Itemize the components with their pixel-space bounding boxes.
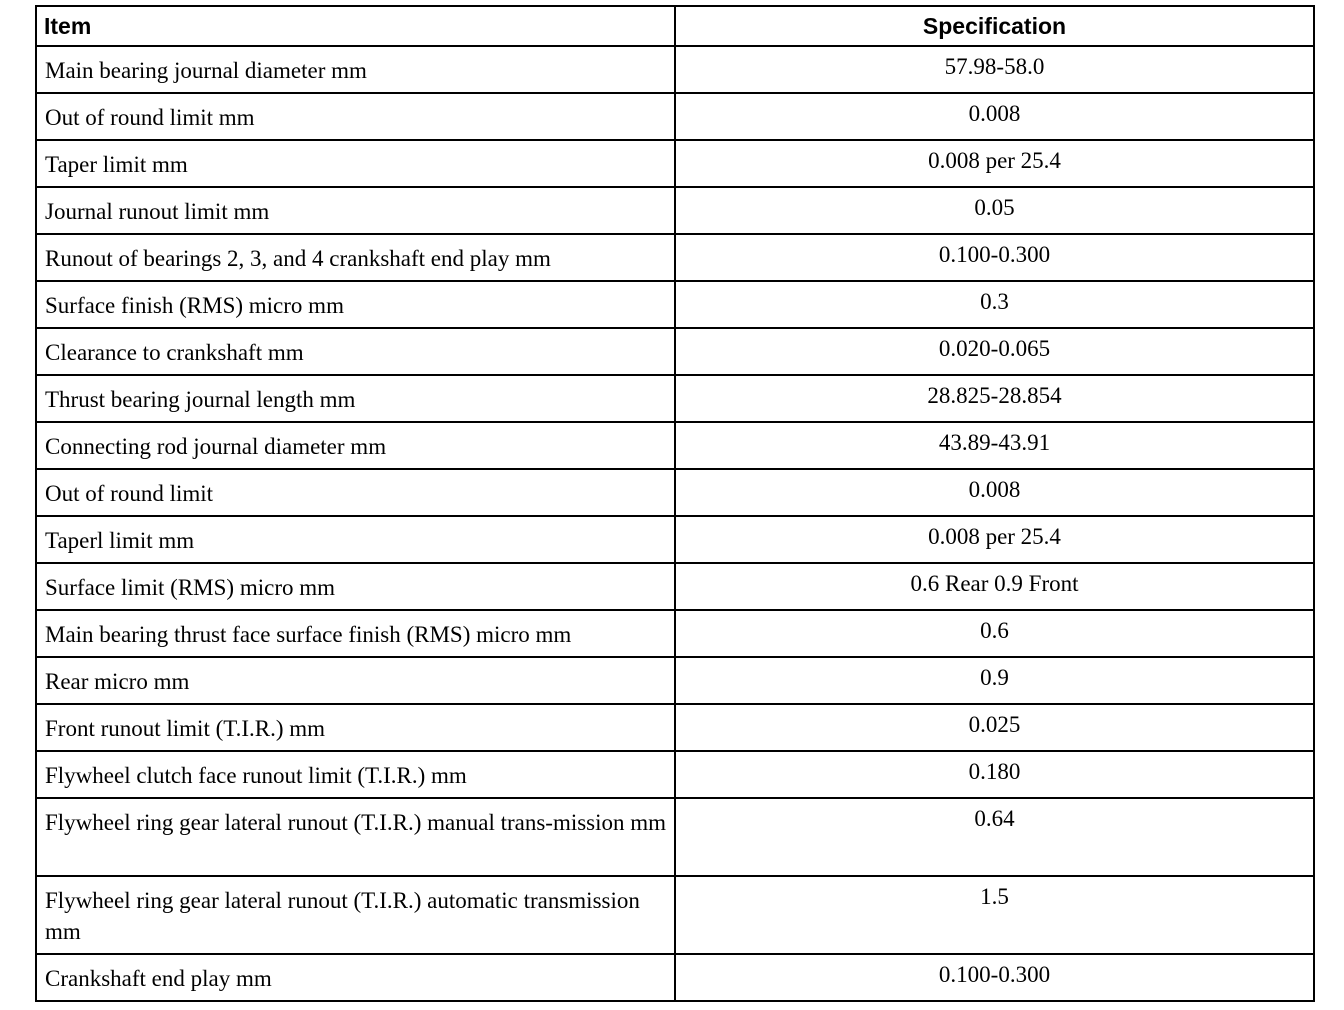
item-cell: Clearance to crankshaft mm: [36, 328, 675, 375]
spec-cell: 28.825-28.854: [675, 375, 1314, 422]
spec-cell: 0.008: [675, 93, 1314, 140]
table-row: [36, 657, 1314, 704]
spec-cell: 0.008: [675, 469, 1314, 516]
item-cell: Surface finish (RMS) micro mm: [36, 281, 675, 328]
item-cell: Crankshaft end play mm: [36, 954, 675, 1001]
item-cell: Surface limit (RMS) micro mm: [36, 563, 675, 610]
item-cell: Flywheel clutch face runout limit (T.I.R.) mm: [36, 751, 675, 798]
spec-cell: 0.008 per 25.4: [675, 516, 1314, 563]
item-cell: Journal runout limit mm: [36, 187, 675, 234]
item-cell: Out of round limit: [36, 469, 675, 516]
spec-cell: 0.100-0.300: [675, 954, 1314, 1001]
table-row: [36, 422, 1314, 469]
spec-cell: 0.05: [675, 187, 1314, 234]
item-cell: Front runout limit (T.I.R.) mm: [36, 704, 675, 751]
table-row: [36, 798, 1314, 876]
spec-cell: 0.64: [675, 798, 1314, 876]
spec-cell: 0.6 Rear 0.9 Front: [675, 563, 1314, 610]
table-row: [36, 375, 1314, 422]
item-cell: Connecting rod journal diameter mm: [36, 422, 675, 469]
table-row: [36, 281, 1314, 328]
table-row: [36, 93, 1314, 140]
specification-column-header: Specification: [675, 6, 1314, 46]
specification-table: [35, 5, 1315, 1002]
table-row: [36, 516, 1314, 563]
item-cell: Thrust bearing journal length mm: [36, 375, 675, 422]
table-row: [36, 954, 1314, 1001]
item-cell: Flywheel ring gear lateral runout (T.I.R.) automatic transmission mm: [36, 876, 675, 954]
spec-cell: 0.020-0.065: [675, 328, 1314, 375]
table-row: [36, 46, 1314, 93]
table-row: [36, 187, 1314, 234]
spec-cell: 0.3: [675, 281, 1314, 328]
table-row: [36, 469, 1314, 516]
table-row: [36, 563, 1314, 610]
table-row: [36, 234, 1314, 281]
spec-cell: 1.5: [675, 876, 1314, 954]
item-cell: Runout of bearings 2, 3, and 4 crankshaft end play mm: [36, 234, 675, 281]
table-row: [36, 328, 1314, 375]
item-cell: Out of round limit mm: [36, 93, 675, 140]
item-cell: Flywheel ring gear lateral runout (T.I.R.) manual trans-mission mm: [36, 798, 675, 876]
table-row: [36, 751, 1314, 798]
table-row: [36, 610, 1314, 657]
header-row: [36, 6, 1314, 46]
spec-cell: 0.9: [675, 657, 1314, 704]
spec-cell: 57.98-58.0: [675, 46, 1314, 93]
table-row: [36, 140, 1314, 187]
table-row: [36, 704, 1314, 751]
item-column-header: Item: [36, 6, 675, 46]
spec-cell: 0.100-0.300: [675, 234, 1314, 281]
item-cell: Main bearing journal diameter mm: [36, 46, 675, 93]
item-cell: Taper limit mm: [36, 140, 675, 187]
item-cell: Taperl limit mm: [36, 516, 675, 563]
spec-cell: 0.008 per 25.4: [675, 140, 1314, 187]
spec-cell: 43.89-43.91: [675, 422, 1314, 469]
item-cell: Rear micro mm: [36, 657, 675, 704]
spec-cell: 0.025: [675, 704, 1314, 751]
spec-cell: 0.180: [675, 751, 1314, 798]
table-row: [36, 876, 1314, 954]
item-cell: Main bearing thrust face surface finish (RMS) micro mm: [36, 610, 675, 657]
spec-cell: 0.6: [675, 610, 1314, 657]
